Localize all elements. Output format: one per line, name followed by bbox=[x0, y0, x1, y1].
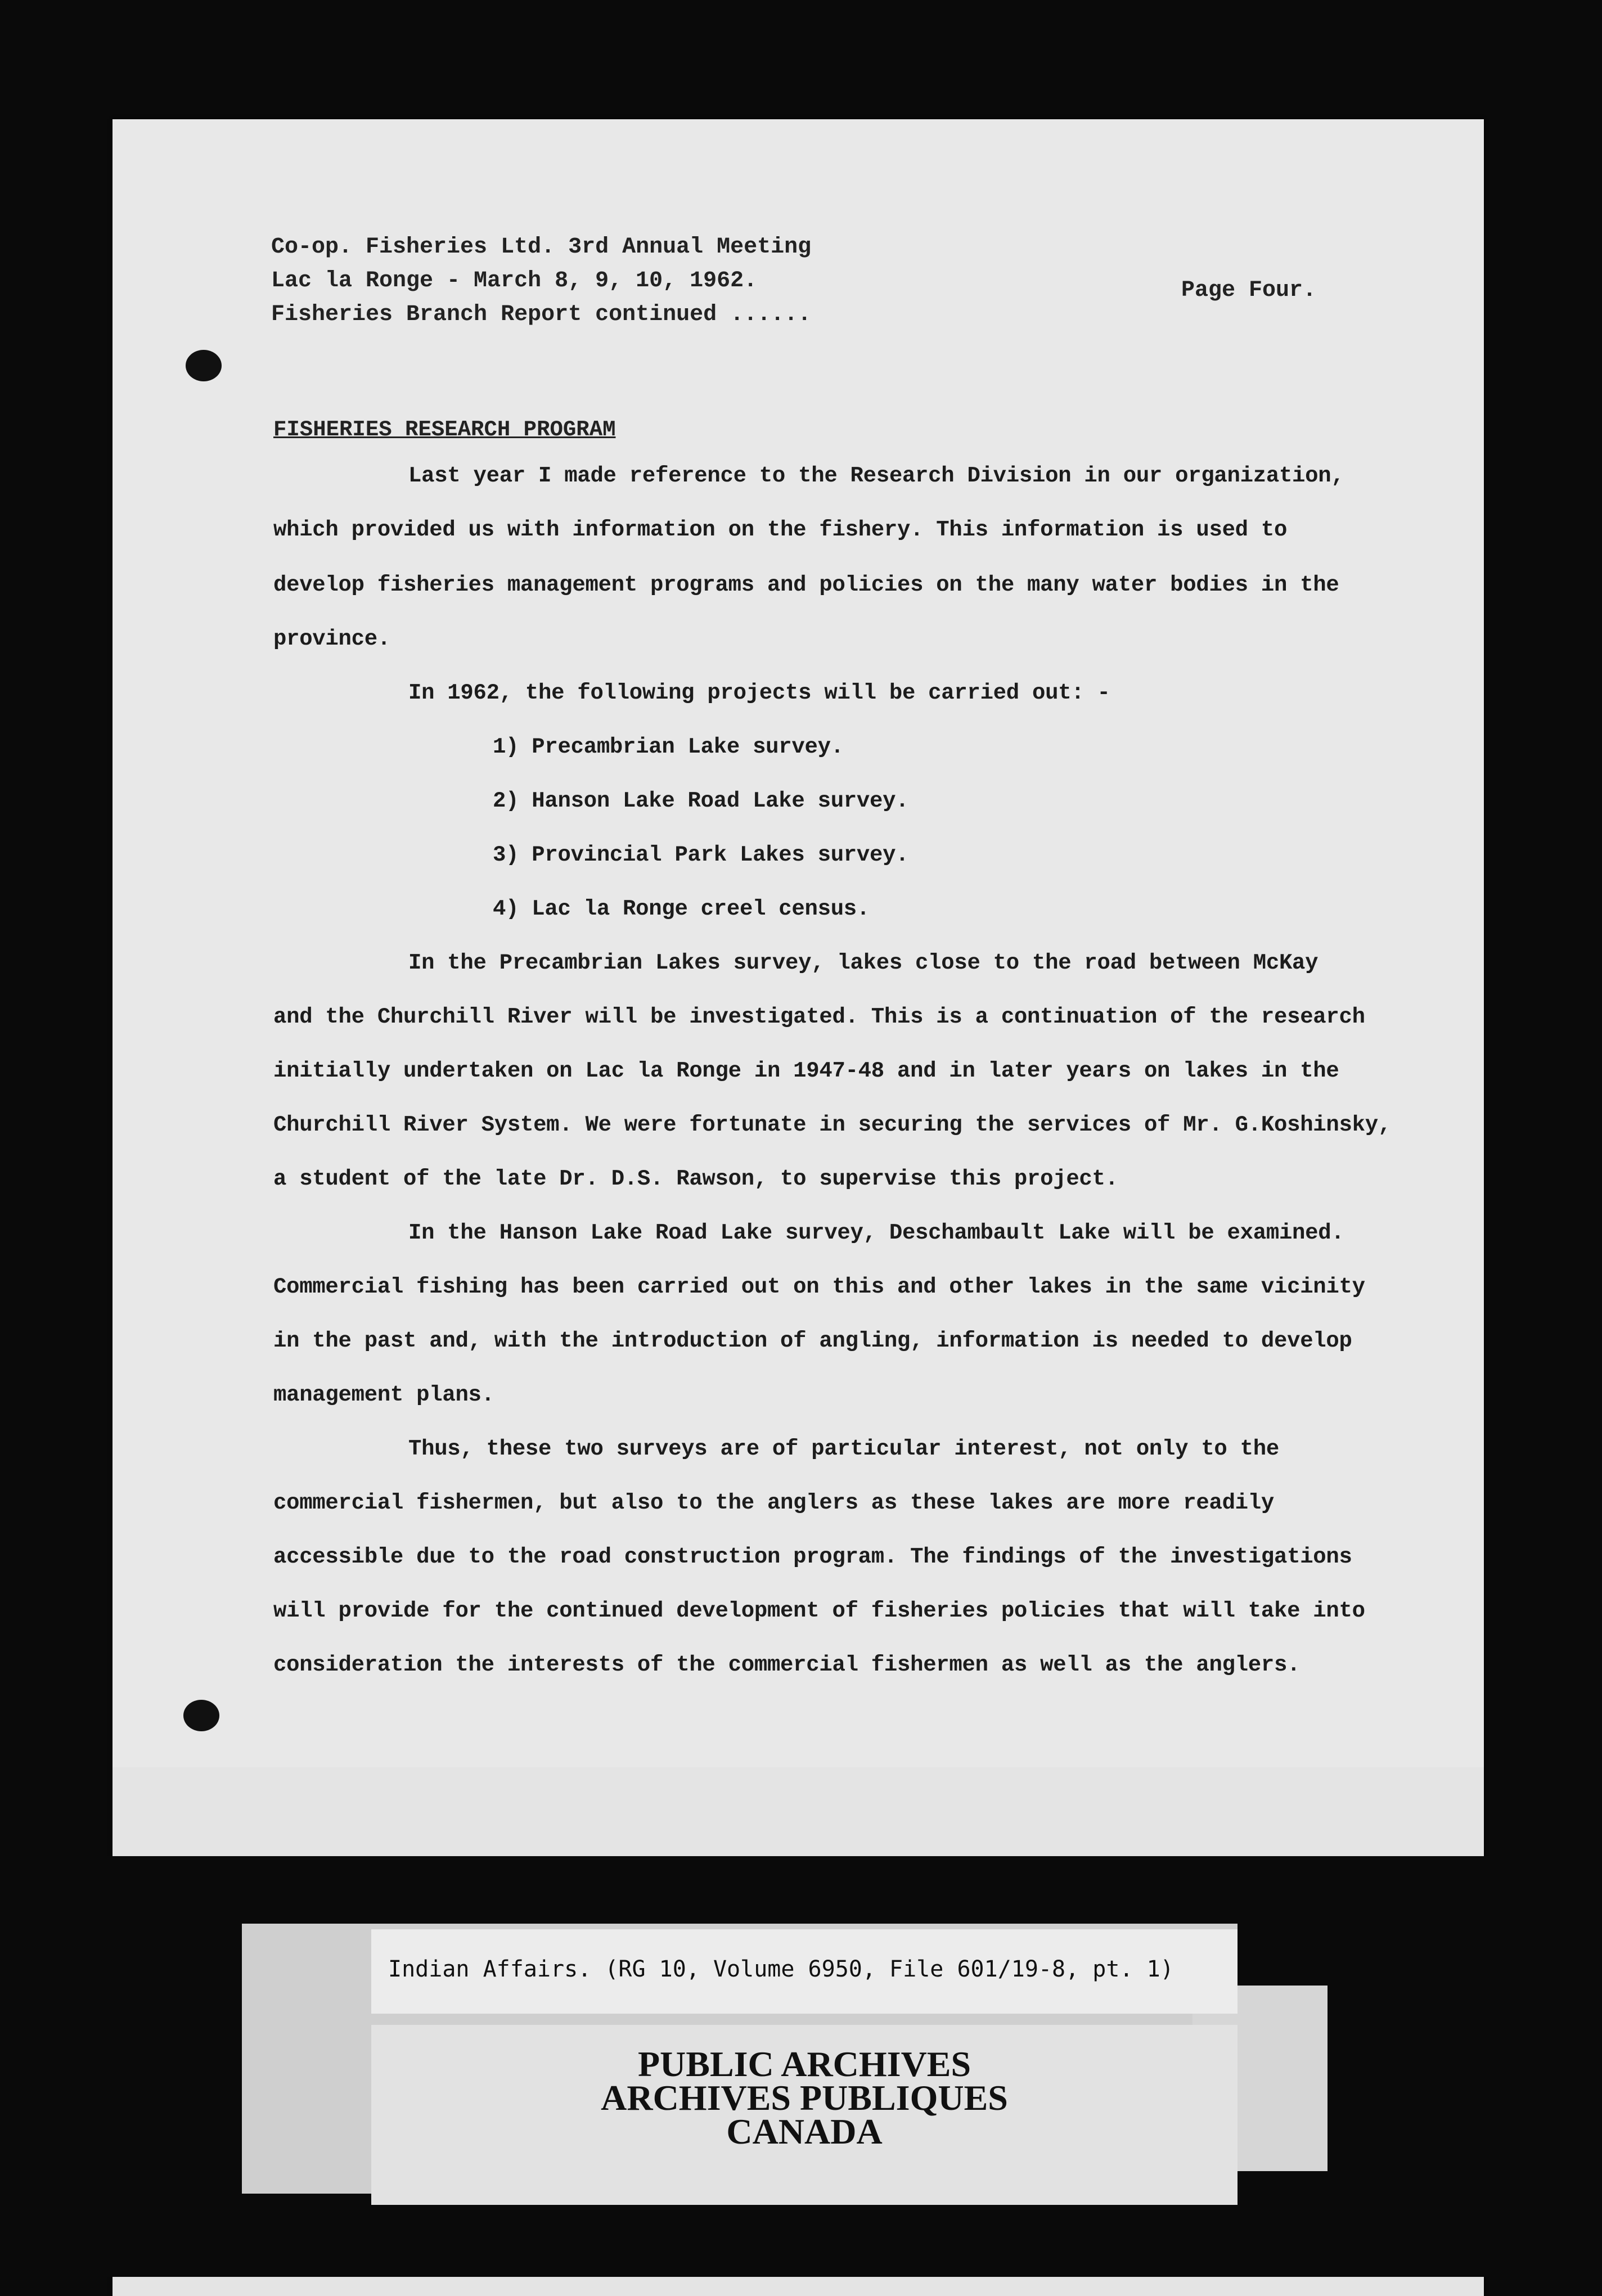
body-line: develop fisheries management programs and policies on the many water bodies in the bbox=[273, 573, 1339, 597]
stamp-line-3: CANADA bbox=[726, 2112, 883, 2151]
body-line: accessible due to the road construction program. The findings of the investigations bbox=[273, 1545, 1352, 1569]
projects-intro: In 1962, the following projects will be carried out: - bbox=[408, 681, 1110, 705]
stamp-line-1: PUBLIC ARCHIVES bbox=[637, 2044, 971, 2084]
punch-hole-top bbox=[186, 350, 222, 381]
project-item: 1) Precambrian Lake survey. bbox=[493, 735, 844, 759]
header-line-2: Lac la Ronge - March 8, 9, 10, 1962. bbox=[271, 268, 758, 294]
body-line: Churchill River System. We were fortunate in securing the services of Mr. G.Koshinsky, bbox=[273, 1113, 1391, 1137]
body-line: and the Churchill River will be investigated. This is a continuation of the research bbox=[273, 1005, 1365, 1029]
section-heading: FISHERIES RESEARCH PROGRAM bbox=[273, 417, 616, 442]
page-number: Page Four. bbox=[1181, 278, 1317, 303]
header-line-3: Fisheries Branch Report continued ...... bbox=[271, 302, 812, 327]
project-item: 2) Hanson Lake Road Lake survey. bbox=[493, 789, 909, 813]
project-item: 3) Provincial Park Lakes survey. bbox=[493, 843, 909, 867]
body-line: management plans. bbox=[273, 1383, 494, 1407]
body-line: consideration the interests of the commercial fishermen as well as the anglers. bbox=[273, 1653, 1300, 1677]
body-line: commercial fishermen, but also to the anglers as these lakes are more readily bbox=[273, 1491, 1274, 1515]
body-line: Commercial fishing has been carried out on this and other lakes in the same vicinity bbox=[273, 1275, 1365, 1299]
body-line: Thus, these two surveys are of particular interest, not only to the bbox=[408, 1437, 1279, 1461]
project-item: 4) Lac la Ronge creel census. bbox=[493, 897, 870, 921]
body-line: province. bbox=[273, 627, 390, 651]
archive-reference: Indian Affairs. (RG 10, Volume 6950, File 601/19-8, pt. 1) bbox=[388, 1956, 1174, 1982]
body-line: a student of the late Dr. D.S. Rawson, to supervise this project. bbox=[273, 1167, 1118, 1191]
body-line: initially undertaken on Lac la Ronge in 1947-48 and in later years on lakes in the bbox=[273, 1059, 1339, 1083]
body-line: In the Hanson Lake Road Lake survey, Deschambault Lake will be examined. bbox=[408, 1221, 1344, 1245]
body-line: will provide for the continued development of fisheries policies that will take into bbox=[273, 1599, 1365, 1623]
body-line: Last year I made reference to the Research Division in our organization, bbox=[408, 463, 1344, 488]
page-surface bbox=[112, 119, 1484, 1767]
body-line: which provided us with information on the fishery. This information is used to bbox=[273, 517, 1288, 542]
header-line-1: Co-op. Fisheries Ltd. 3rd Annual Meeting bbox=[271, 235, 812, 260]
stamp-line-2: ARCHIVES PUBLIQUES bbox=[601, 2078, 1008, 2118]
punch-hole-bottom bbox=[183, 1700, 219, 1731]
body-line: In the Precambrian Lakes survey, lakes close to the road between McKay bbox=[408, 951, 1318, 975]
body-line: in the past and, with the introduction of angling, information is needed to develop bbox=[273, 1329, 1352, 1353]
